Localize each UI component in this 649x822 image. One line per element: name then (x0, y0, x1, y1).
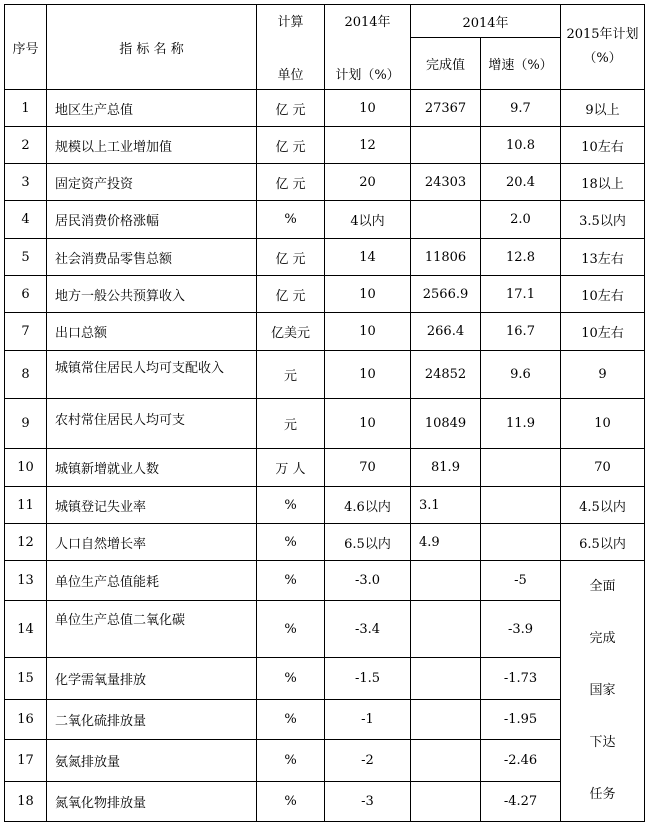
merged-note-line: 国家 (589, 683, 616, 698)
row-plan-2015: 10 (561, 399, 645, 449)
row-seq: 17 (5, 740, 47, 781)
row-seq: 7 (5, 313, 47, 351)
row-seq: 14 (5, 601, 47, 658)
row-indicator-name: 单位生产总值能耗 (47, 561, 257, 601)
merged-note-line: 完成 (589, 631, 616, 646)
table-row (5, 127, 645, 164)
header-unit-top: 计算 (277, 15, 304, 30)
row-actual-value: 11806 (411, 239, 481, 276)
row-unit: % (257, 740, 325, 781)
row-indicator-name: 固定资产投资 (47, 164, 257, 201)
row-plan-2015: 3.5以内 (561, 201, 645, 239)
header-plan-bottom: 计划（%） (335, 68, 400, 83)
row-seq: 1 (5, 90, 47, 127)
merged-note-line: 任务 (589, 787, 616, 802)
table-row (5, 313, 645, 351)
row-actual-value: 4.9 (411, 524, 481, 561)
row-unit: 亿 元 (257, 90, 325, 127)
row-actual-value (411, 127, 481, 164)
row-actual-value: 81.9 (411, 449, 481, 487)
row-unit: % (257, 699, 325, 739)
row-actual-value: 266.4 (411, 313, 481, 351)
table-row (5, 658, 645, 699)
row-indicator-name: 二氧化硫排放量 (47, 699, 257, 739)
row-plan-2015: 9 (561, 351, 645, 399)
row-indicator-name: 化学需氧量排放 (47, 658, 257, 699)
row-unit: 亿美元 (257, 313, 325, 351)
table-row (5, 90, 645, 127)
row-plan-2014: -1 (325, 699, 411, 739)
header-plan-2015: 2015年计划（%） (561, 5, 645, 90)
row-actual-value: 10849 (411, 399, 481, 449)
row-plan-2014: 70 (325, 449, 411, 487)
table-row (5, 699, 645, 739)
row-indicator-name: 出口总额 (47, 313, 257, 351)
row-seq: 15 (5, 658, 47, 699)
row-seq: 4 (5, 201, 47, 239)
row-actual-value: 27367 (411, 90, 481, 127)
row-seq: 9 (5, 399, 47, 449)
header-plan-2014 (325, 5, 411, 90)
row-plan-2014: -1.5 (325, 658, 411, 699)
row-seq: 18 (5, 781, 47, 821)
row-actual-growth: -1.95 (481, 699, 561, 739)
header-plan-top: 2014年 (344, 15, 391, 30)
row-seq: 6 (5, 276, 47, 313)
row-plan-2015: 10左右 (561, 127, 645, 164)
row-actual-growth (481, 449, 561, 487)
table-row (5, 201, 645, 239)
row-plan-2015: 10左右 (561, 313, 645, 351)
table-row (5, 781, 645, 821)
row-unit: % (257, 658, 325, 699)
row-plan-2015: 13左右 (561, 239, 645, 276)
row-seq: 2 (5, 127, 47, 164)
row-actual-value: 2566.9 (411, 276, 481, 313)
row-actual-value (411, 201, 481, 239)
row-indicator-name: 农村常住居民人均可支 (47, 399, 257, 449)
row-actual-value (411, 561, 481, 601)
row-unit: 元 (257, 351, 325, 399)
row-plan-2014: 10 (325, 399, 411, 449)
row-actual-value: 24303 (411, 164, 481, 201)
row-seq: 10 (5, 449, 47, 487)
row-indicator-name: 城镇新增就业人数 (47, 449, 257, 487)
row-actual-value (411, 658, 481, 699)
row-actual-value (411, 601, 481, 658)
row-actual-value (411, 740, 481, 781)
row-seq: 3 (5, 164, 47, 201)
row-unit: 亿 元 (257, 127, 325, 164)
row-indicator-name: 社会消费品零售总额 (47, 239, 257, 276)
row-plan-2014: -3.4 (325, 601, 411, 658)
row-unit: 亿 元 (257, 164, 325, 201)
row-indicator-name: 氮氧化物排放量 (47, 781, 257, 821)
row-actual-value: 3.1 (411, 487, 481, 524)
row-indicator-name: 城镇常住居民人均可支配收入 (47, 351, 257, 399)
row-plan-2014: 10 (325, 276, 411, 313)
row-indicator-name: 居民消费价格涨幅 (47, 201, 257, 239)
row-actual-value (411, 699, 481, 739)
row-unit: % (257, 601, 325, 658)
row-unit: % (257, 781, 325, 821)
row-plan-2014: -2 (325, 740, 411, 781)
table-row (5, 487, 645, 524)
row-actual-value: 24852 (411, 351, 481, 399)
row-unit: 万 人 (257, 449, 325, 487)
header-actual-2014: 2014年 (411, 5, 561, 38)
table-row (5, 561, 645, 601)
table-row (5, 276, 645, 313)
row-plan-2015: 6.5以内 (561, 524, 645, 561)
table-row (5, 740, 645, 781)
row-actual-growth (481, 487, 561, 524)
row-indicator-name: 规模以上工业增加值 (47, 127, 257, 164)
row-unit: 亿 元 (257, 239, 325, 276)
row-seq: 8 (5, 351, 47, 399)
header-actual-value: 完成值 (411, 38, 481, 90)
table-row (5, 239, 645, 276)
row-plan-2014: 6.5以内 (325, 524, 411, 561)
row-indicator-name: 人口自然增长率 (47, 524, 257, 561)
row-plan-2014: 4以内 (325, 201, 411, 239)
row-unit: % (257, 487, 325, 524)
merged-note-cell (561, 561, 645, 822)
row-plan-2014: 10 (325, 90, 411, 127)
row-unit: % (257, 201, 325, 239)
row-plan-2014: -3 (325, 781, 411, 821)
row-actual-growth (481, 524, 561, 561)
table-row (5, 449, 645, 487)
row-indicator-name: 地区生产总值 (47, 90, 257, 127)
header-actual-growth: 增速（%） (481, 38, 561, 90)
row-actual-growth: 10.8 (481, 127, 561, 164)
row-plan-2014: 20 (325, 164, 411, 201)
row-seq: 5 (5, 239, 47, 276)
row-actual-growth: 11.9 (481, 399, 561, 449)
row-seq: 11 (5, 487, 47, 524)
row-unit: % (257, 524, 325, 561)
row-actual-growth: 12.8 (481, 239, 561, 276)
row-plan-2014: -3.0 (325, 561, 411, 601)
row-actual-growth: -2.46 (481, 740, 561, 781)
table-row (5, 351, 645, 399)
row-actual-growth: -1.73 (481, 658, 561, 699)
row-plan-2015: 10左右 (561, 276, 645, 313)
table-row (5, 164, 645, 201)
row-actual-growth: 9.6 (481, 351, 561, 399)
row-unit: 元 (257, 399, 325, 449)
row-plan-2015: 9以上 (561, 90, 645, 127)
row-plan-2014: 4.6以内 (325, 487, 411, 524)
row-plan-2014: 10 (325, 313, 411, 351)
row-seq: 12 (5, 524, 47, 561)
header-unit-bottom: 单位 (277, 68, 304, 83)
table-row (5, 601, 645, 658)
row-plan-2015: 4.5以内 (561, 487, 645, 524)
row-actual-growth: -4.27 (481, 781, 561, 821)
row-unit: 亿 元 (257, 276, 325, 313)
row-actual-growth: -5 (481, 561, 561, 601)
header-indicator-name: 指 标 名 称 (47, 5, 257, 90)
row-actual-growth: -3.9 (481, 601, 561, 658)
row-indicator-name: 地方一般公共预算收入 (47, 276, 257, 313)
row-actual-growth: 16.7 (481, 313, 561, 351)
header-seq: 序号 (5, 5, 47, 90)
merged-note-line: 下达 (589, 735, 616, 750)
table-header (5, 5, 645, 90)
row-actual-growth: 2.0 (481, 201, 561, 239)
row-plan-2014: 12 (325, 127, 411, 164)
row-actual-growth: 17.1 (481, 276, 561, 313)
header-unit (257, 5, 325, 90)
row-seq: 16 (5, 699, 47, 739)
row-plan-2014: 14 (325, 239, 411, 276)
merged-note-line: 全面 (589, 579, 616, 594)
row-actual-value (411, 781, 481, 821)
table-row (5, 524, 645, 561)
row-actual-growth: 20.4 (481, 164, 561, 201)
row-unit: % (257, 561, 325, 601)
row-plan-2014: 10 (325, 351, 411, 399)
table-row (5, 399, 645, 449)
row-seq: 13 (5, 561, 47, 601)
economic-indicator-table (4, 4, 645, 822)
row-plan-2015: 18以上 (561, 164, 645, 201)
row-indicator-name: 氨氮排放量 (47, 740, 257, 781)
row-plan-2015: 70 (561, 449, 645, 487)
row-actual-growth: 9.7 (481, 90, 561, 127)
row-indicator-name: 单位生产总值二氧化碳 (47, 601, 257, 658)
row-indicator-name: 城镇登记失业率 (47, 487, 257, 524)
